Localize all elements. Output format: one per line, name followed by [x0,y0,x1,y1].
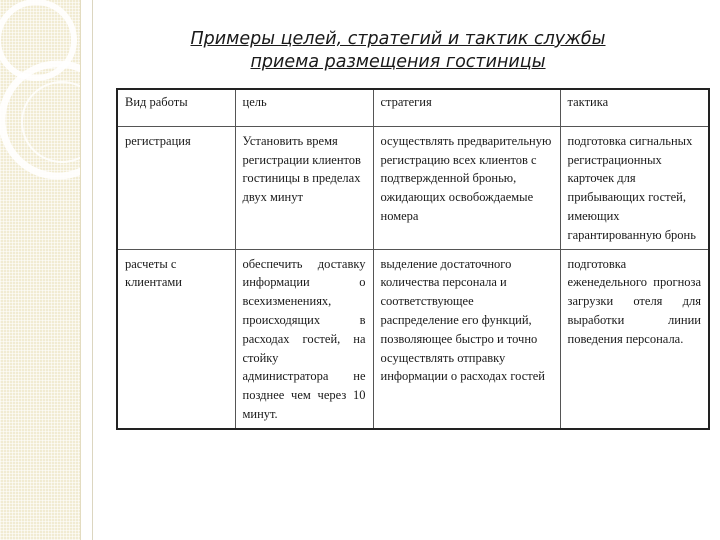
cell-strategy: осуществлять предварительную регистрацию всех клиентов с подтвержденной бронью, ожидающих освобождаемые номера [373,126,560,249]
slide-title [118,28,678,74]
cell-strategy: выделение достаточного количества персонала и соответствующее распределение его функций, позволяющее быстро и точно осуществлять отправку информации о расходах гостей [373,249,560,429]
cell-tactic: подготовка сигнальных регистрационных карточек для прибывающих гостей, имеющих гарантированную бронь [560,126,709,249]
header-goal: цель [235,89,373,126]
table-header-row [117,89,709,126]
header-tactic: тактика [560,89,709,126]
decorative-side-strip [0,0,81,540]
vertical-divider [92,0,93,540]
header-strategy: стратегия [373,89,560,126]
table-row [117,126,709,249]
goals-strategies-table [116,88,710,430]
table-row [117,249,709,429]
header-activity: Вид работы [117,89,235,126]
cell-goal: обеспечить доставку информации о всехизменениях, происходящих в расходах гостей, на стойку администратора не позднее чем через 10 минут. [235,249,373,429]
slide-title-line-2: приема размещения гостиницы [250,52,546,72]
cell-goal: Установить время регистрации клиентов гостиницы в пределах двух минут [235,126,373,249]
cell-activity: регистрация [117,126,235,249]
slide-title-line-1: Примеры целей, стратегий и тактик службы [190,29,606,49]
cell-tactic: подготовка еженедельного прогноза загрузки отеля для выработки линии поведения персонала. [560,249,709,429]
cell-activity: расчеты с клиентами [117,249,235,429]
decorative-circles [0,0,80,540]
